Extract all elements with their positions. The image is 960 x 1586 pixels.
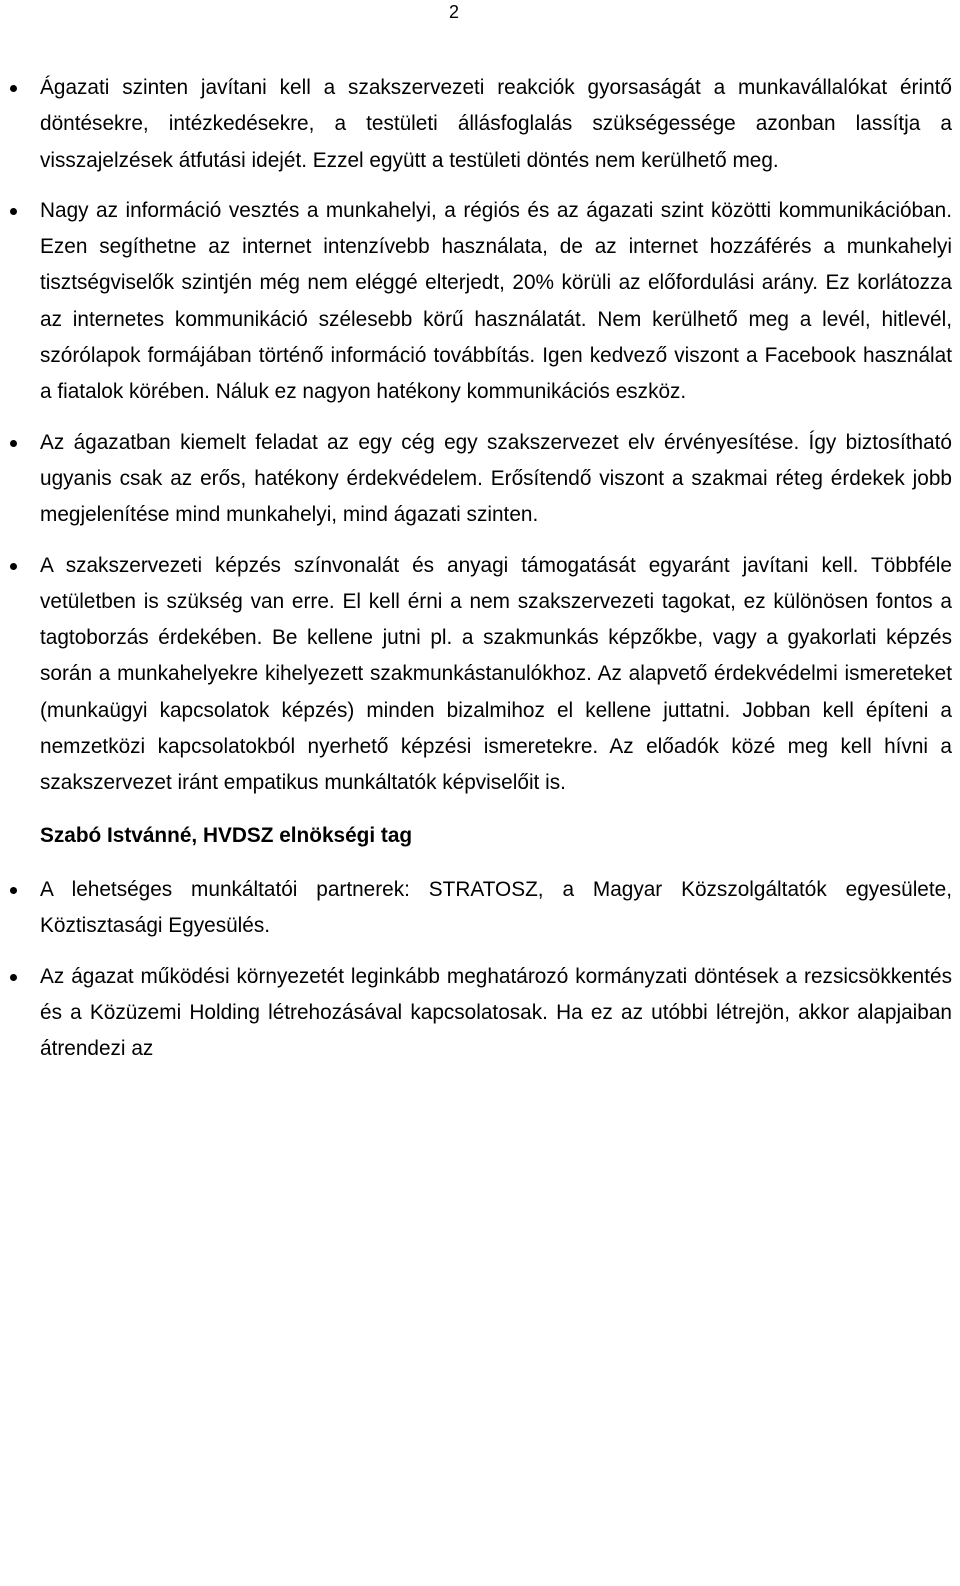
section-heading: Szabó Istvánné, HVDSZ elnökségi tag bbox=[40, 823, 413, 847]
list-item: A lehetséges munkáltatói partnerek: STRATOSZ, a Magyar Közszolgáltatók egyesülete, Köztisztasági Egyesülés. bbox=[40, 872, 952, 945]
document-body bbox=[40, 70, 952, 1081]
bullet-list-first bbox=[40, 70, 952, 802]
list-item: Az ágazat működési környezetét leginkább meghatározó kormányzati döntések a rezsicsökkentés és a Közüzemi Holding létrehozásával kapcsolatosak. Ha ez az utóbbi létrejön, akkor alapjaiban átrendezi az bbox=[40, 959, 952, 1068]
bullet-list-second bbox=[40, 872, 952, 1067]
list-item: Nagy az információ vesztés a munkahelyi, a régiós és az ágazati szint közötti kommunikációban. Ezen segíthetne az internet intenzívebb használata, de az internet hozzáférés a munkahelyi tisztségviselők szintjén még nem eléggé elterjedt, 20% körüli az előfordulási arány. Ez korlátozza az internetes kommunikáció szélesebb körű használatát. Nem kerülhető meg a levél, hitlevél, szórólapok formájában történő információ továbbítás. Igen kedvező viszont a Facebook használat a fiatalok körében. Náluk ez nagyon hatékony kommunikációs eszköz. bbox=[40, 193, 952, 411]
page-number: 2 bbox=[449, 2, 460, 22]
list-item: A szakszervezeti képzés színvonalát és anyagi támogatását egyaránt javítani kell. Többféle vetületben is szükség van erre. El kell érni a nem szakszervezeti tagokat, ez különösen fontos a tagtoborzás érdekében. Be kellene jutni pl. a szakmunkás képzőkbe, vagy a gyakorlati képzés során a munkahelyekre kihelyezett szakmunkástanulókhoz. Az alapvető érdekvédelmi ismereteket (munkaügyi kapcsolatok képzés) minden bizalmihoz el kellene juttatni. Jobban kell építeni a nemzetközi kapcsolatokból nyerhető képzési ismeretekre. Az előadók közé meg kell hívni a szakszervezet iránt empatikus munkáltatók képviselőit is. bbox=[40, 548, 952, 802]
list-item: Az ágazatban kiemelt feladat az egy cég egy szakszervezet elv érvényesítése. Így biztosítható ugyanis csak az erős, hatékony érdekvédelem. Erősítendő viszont a szakmai réteg érdekek jobb megjelenítése mind munkahelyi, mind ágazati szinten. bbox=[40, 425, 952, 534]
list-item: Ágazati szinten javítani kell a szakszervezeti reakciók gyorsaságát a munkavállalókat érintő döntésekre, intézkedésekre, a testületi állásfoglalás szükségessége azonban lassítja a visszajelzések átfutási idejét. Ezzel együtt a testületi döntés nem kerülhető meg. bbox=[40, 70, 952, 179]
